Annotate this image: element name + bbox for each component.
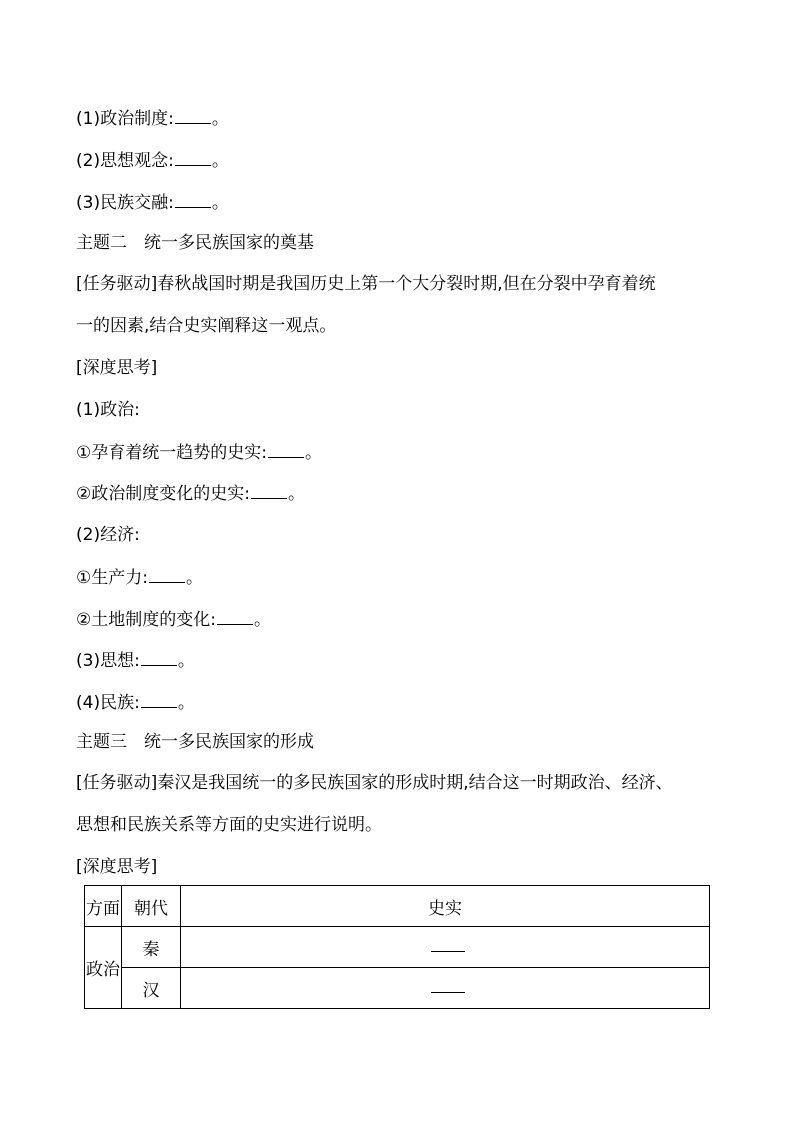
answer-blank[interactable]: [141, 649, 177, 666]
header-aspect: 方面: [85, 886, 122, 927]
deep-thinking-heading: [深度思考]: [76, 358, 158, 378]
history-facts-table: [84, 885, 710, 1009]
line-ethnic-fusion: (3)民族交融: 。: [76, 193, 229, 213]
t2-politics: (1)政治:: [76, 400, 140, 420]
t2-economy-item2: ②土地制度的变化: 。: [76, 610, 271, 630]
table-row: [85, 968, 710, 1009]
aspect-cell: 政治: [85, 927, 122, 1009]
dynasty-cell: 汉: [122, 968, 181, 1009]
topic2-title: 主题二 统一多民族国家的奠基: [76, 233, 314, 253]
facts-cell: [181, 968, 710, 1009]
answer-blank[interactable]: [268, 441, 304, 458]
answer-blank[interactable]: [141, 691, 177, 708]
answer-blank[interactable]: [175, 107, 211, 124]
facts-cell: [181, 927, 710, 968]
answer-blank[interactable]: [149, 566, 185, 583]
topic2-task-line1: [任务驱动]春秋战国时期是我国历史上第一个大分裂时期,但在分裂中孕育着统: [76, 274, 656, 294]
answer-blank[interactable]: [217, 608, 253, 625]
answer-blank[interactable]: [175, 191, 211, 208]
t2-economy: (2)经济:: [76, 525, 140, 545]
table-header-row: [85, 886, 710, 927]
header-facts: 史实: [181, 886, 710, 927]
t2-economy-item1: ①生产力: 。: [76, 568, 203, 588]
dynasty-cell: 秦: [122, 927, 181, 968]
deep-thinking-heading-2: [深度思考]: [76, 857, 158, 877]
topic3-task-line1: [任务驱动]秦汉是我国统一的多民族国家的形成时期,结合这一时期政治、经济、: [76, 773, 673, 793]
topic3-task-line2: 思想和民族关系等方面的史实进行说明。: [76, 815, 382, 835]
line-ideas: (2)思想观念: 。: [76, 151, 229, 171]
t2-ethnic: (4)民族: 。: [76, 693, 195, 713]
t2-politics-item2: ②政治制度变化的史实: 。: [76, 484, 305, 504]
answer-blank[interactable]: [175, 149, 211, 166]
answer-blank[interactable]: [431, 937, 465, 952]
line-political-system: (1)政治制度: 。: [76, 109, 229, 129]
t2-thought: (3)思想: 。: [76, 651, 195, 671]
t2-politics-item1: ①孕育着统一趋势的史实: 。: [76, 443, 322, 463]
header-dynasty: 朝代: [122, 886, 181, 927]
answer-blank[interactable]: [431, 978, 465, 993]
table-row: [85, 927, 710, 968]
answer-blank[interactable]: [251, 482, 287, 499]
topic3-title: 主题三 统一多民族国家的形成: [76, 732, 314, 752]
topic2-task-line2: 一的因素,结合史实阐释这一观点。: [76, 316, 337, 336]
